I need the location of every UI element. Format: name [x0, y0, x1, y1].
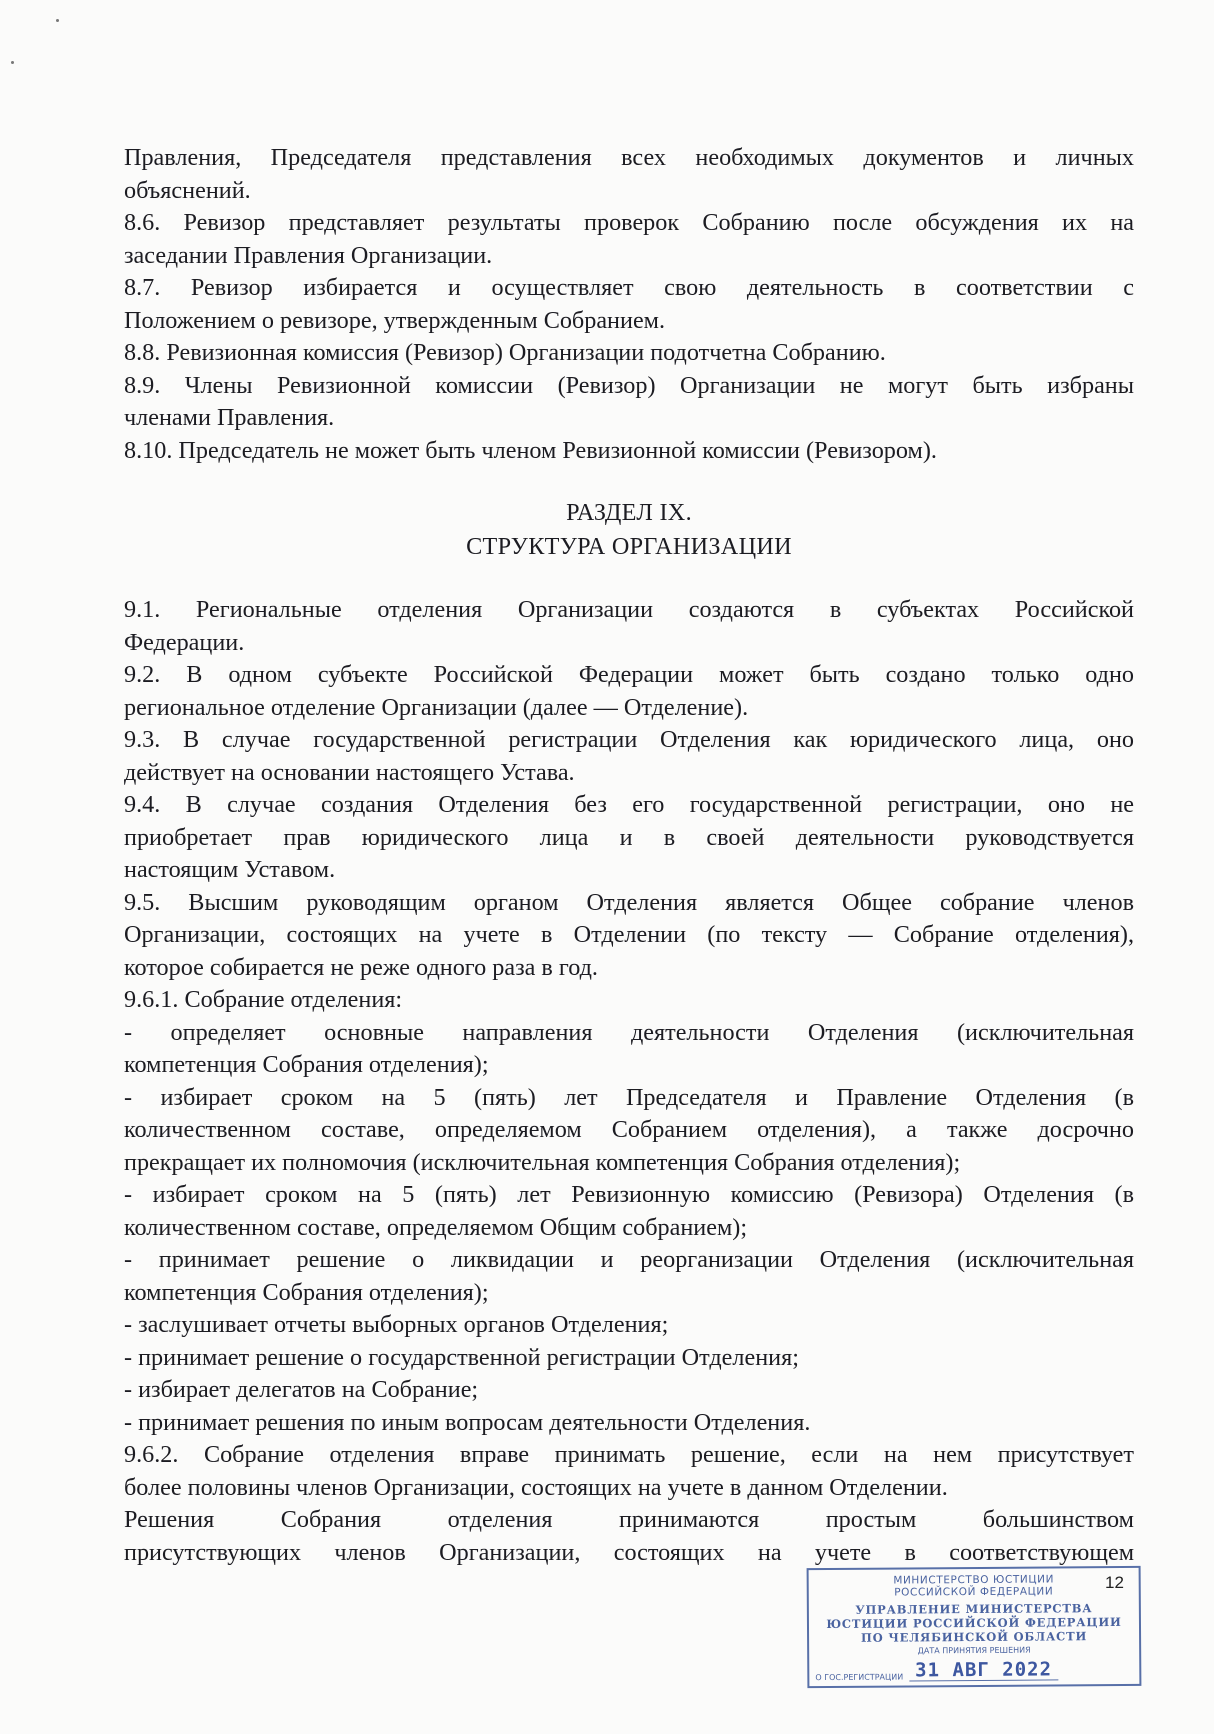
document-text-line: 9.4. В случае создания Отделения без его государственной регистрации, оно не — [124, 791, 1134, 818]
document-text-line: Федерации. — [124, 628, 245, 656]
document-text-line: Положением о ревизоре, утвержденным Собранием. — [124, 306, 666, 334]
stamp-registration-row — [815, 1659, 1058, 1682]
stamp-line: ЮСТИЦИИ РОССИЙСКОЙ ФЕДЕРАЦИИ — [826, 1614, 1122, 1632]
document-text-line: членами Правления. — [124, 404, 335, 431]
document-text-line: которое собирается не реже одного раза в год. — [124, 953, 598, 981]
document-text-line: 9.5. Высшим руководящим органом Отделения является Общее собрание членов — [124, 888, 1134, 916]
document-text-line: 8.8. Ревизионная комиссия (Ревизор) Организации подотчетна Собранию. — [124, 339, 886, 366]
document-text-line: 8.9. Члены Ревизионной комиссии (Ревизор) Организации не могут быть избраны — [124, 371, 1134, 399]
document-text-line: компетенция Собрания отделения); — [124, 1051, 489, 1078]
page-number: 12 — [1105, 1573, 1124, 1592]
document-text-line: 9.1. Региональные отделения Организации создаются в субъектах Российской — [124, 596, 1134, 623]
document-text-line: настоящим Уставом. — [124, 856, 336, 883]
document-text-line: количественном составе, определяемом Собранием отделения), а также досрочно — [124, 1116, 1134, 1143]
document-text-line: присутствующих членов Организации, состоящих на учете в соответствующем — [124, 1538, 1134, 1566]
section-subtitle: СТРУКТУРА ОРГАНИЗАЦИИ — [466, 533, 792, 560]
document-body — [124, 142, 1134, 1569]
document-text-line: 8.7. Ревизор избирается и осуществляет свою деятельность в соответствии с — [124, 274, 1134, 301]
document-text-line: 9.6.2. Собрание отделения вправе принимать решение, если на нем присутствует — [124, 1441, 1134, 1468]
document-text-line: компетенция Собрания отделения); — [124, 1278, 489, 1306]
scan-speck — [11, 61, 14, 64]
stamp-line: О ГОС.РЕГИСТРАЦИИ — [815, 1672, 904, 1683]
document-text-line: 9.6.1. Собрание отделения: — [124, 986, 403, 1013]
stamp-line: РОССИЙСКОЙ ФЕДЕРАЦИИ — [894, 1585, 1054, 1599]
document-text-line: приобретает прав юридического лица и в своей деятельности руководствуется — [124, 823, 1134, 851]
stamp-line: ДАТА ПРИНЯТИЯ РЕШЕНИЯ — [917, 1645, 1031, 1656]
document-text-line: Организации, состоящих на учете в Отделении (по тексту — Собрание отделения), — [124, 921, 1134, 948]
stamp-date: 31 АВГ 2022 — [909, 1659, 1058, 1681]
document-text-line: - избирает сроком на 5 (пять) лет Ревизионную комиссию (Ревизора) Отделения (в — [124, 1181, 1134, 1208]
stamp-line: МИНИСТЕРСТВО ЮСТИЦИИ — [893, 1573, 1055, 1587]
document-text-line: Правления, Председателя представления всех необходимых документов и личных — [124, 144, 1134, 171]
document-text-line: количественном составе, определяемом Общим собранием); — [124, 1213, 748, 1241]
document-text-line: - принимает решение о ликвидации и реорганизации Отделения (исключительная — [124, 1246, 1134, 1273]
section-8-paragraphs — [124, 142, 1134, 467]
stamp-line: УПРАВЛЕНИЕ МИНИСТЕРСТВА — [855, 1601, 1093, 1617]
document-text-line: Решения Собрания отделения принимаются простым большинством — [124, 1506, 1134, 1533]
document-text-line: - избирает сроком на 5 (пять) лет Председателя и Правление Отделения (в — [124, 1083, 1134, 1111]
document-text-line: действует на основании настоящего Устава. — [124, 758, 575, 786]
document-text-line: 9.2. В одном субъекте Российской Федерации может быть создано только одно — [124, 661, 1134, 688]
registration-stamp — [807, 1566, 1142, 1688]
scan-speck — [56, 19, 59, 22]
document-text-line: региональное отделение Организации (далее — Отделение). — [124, 693, 749, 721]
document-text-line: 8.6. Ревизор представляет результаты проверок Собранию после обсуждения их на — [124, 209, 1134, 236]
document-text-line: объяснений. — [124, 176, 251, 204]
document-text-line: 8.10. Председатель не может быть членом Ревизионной комиссии (Ревизором). — [124, 436, 937, 464]
section-9-paragraphs — [124, 594, 1134, 1569]
section-title: РАЗДЕЛ IX. — [566, 499, 692, 526]
document-text-line: прекращает их полномочия (исключительная компетенция Собрания отделения); — [124, 1148, 961, 1176]
document-text-line: - принимает решение о государственной регистрации Отделения; — [124, 1343, 799, 1371]
stamp-line: ПО ЧЕЛЯБИНСКОЙ ОБЛАСТИ — [860, 1629, 1088, 1645]
document-text-line: более половины членов Организации, состоящих на учете в данном Отделении. — [124, 1473, 948, 1501]
document-text-line: 9.3. В случае государственной регистрации Отделения как юридического лица, оно — [124, 726, 1134, 753]
document-text-line: - принимает решения по иным вопросам деятельности Отделения. — [124, 1408, 811, 1436]
document-text-line: - избирает делегатов на Собрание; — [124, 1376, 479, 1403]
document-text-line: - определяет основные направления деятельности Отделения (исключительная — [124, 1018, 1134, 1046]
document-text-line: заседании Правления Организации. — [124, 241, 493, 269]
document-text-line: - заслушивает отчеты выборных органов Отделения; — [124, 1311, 669, 1338]
